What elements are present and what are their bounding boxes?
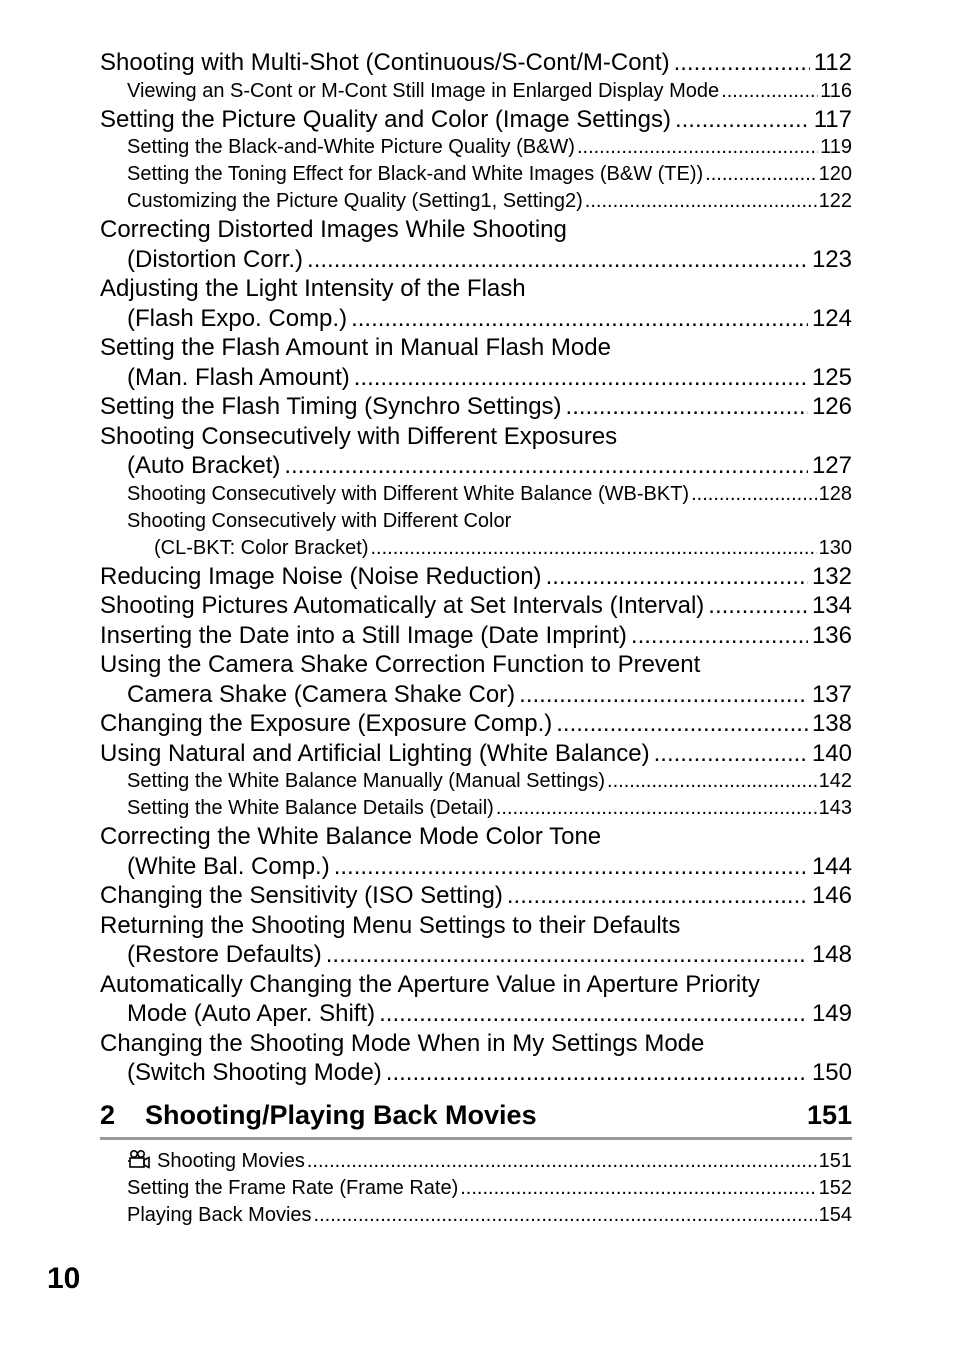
toc-entry-line1: Correcting Distorted Images While Shooting <box>100 216 567 243</box>
toc-entry: (Switch Shooting Mode) ..... 150 <box>100 1058 852 1088</box>
leader-dots <box>371 535 817 562</box>
toc-subentry: Customizing the Picture Quality (Setting1, Setting2) ..... 122 <box>100 188 852 215</box>
toc-entry: Changing the Sensitivity (ISO Setting) ..... 146 <box>100 881 852 911</box>
leader-dots <box>351 304 808 334</box>
toc-entry: (Restore Defaults) ..... 148 <box>100 940 852 970</box>
leader-dots <box>705 161 816 188</box>
leader-dots <box>556 709 808 739</box>
leader-dots <box>577 134 818 161</box>
toc-subentry: Setting the Black-and-White Picture Quality (B&W) ..... 119 <box>100 134 852 161</box>
leader-dots <box>585 188 817 215</box>
movie-camera-icon <box>127 1149 151 1169</box>
leader-dots <box>326 940 808 970</box>
toc-entry: Camera Shake (Camera Shake Cor) ..... 137 <box>100 680 852 710</box>
toc-subentry: Setting the White Balance Details (Detail) ..... 143 <box>100 795 852 822</box>
leader-dots <box>674 48 810 78</box>
leader-dots <box>307 245 808 275</box>
leader-dots <box>334 852 808 882</box>
leader-dots <box>354 363 808 393</box>
toc-entry: Inserting the Date into a Still Image (Date Imprint) ..... 136 <box>100 621 852 651</box>
leader-dots <box>708 591 808 621</box>
toc-subentry: Setting the Frame Rate (Frame Rate) ..... 152 <box>100 1175 852 1202</box>
leader-dots <box>460 1175 816 1202</box>
leader-dots <box>654 739 808 769</box>
page-number: 10 <box>47 1262 81 1295</box>
toc-entry-line1: Returning the Shooting Menu Settings to their Defaults <box>100 911 681 939</box>
toc-entry: Setting the Flash Timing (Synchro Settings) ..... 126 <box>100 392 852 422</box>
toc-entry-line1: Using the Camera Shake Correction Function to Prevent <box>100 651 701 678</box>
toc-entry: Shooting with Multi-Shot (Continuous/S-Cont/M-Cont) ..... 112 <box>100 48 852 78</box>
toc-subentry: Shooting Movies ..... 151 <box>100 1148 852 1175</box>
toc-entry: (Flash Expo. Comp.) ..... 124 <box>100 304 852 334</box>
leader-dots <box>519 680 808 710</box>
toc-subentry: Setting the Toning Effect for Black-and White Images (B&W (TE)) ..... 120 <box>100 161 852 188</box>
leader-dots <box>691 481 817 508</box>
leader-dots <box>507 881 808 911</box>
toc-entry-line1: Shooting Consecutively with Different Exposures <box>100 422 618 450</box>
toc-entry-line1: Automatically Changing the Aperture Value in Aperture Priority <box>100 970 760 998</box>
toc-subentry: (CL-BKT: Color Bracket) ..... 130 <box>100 535 852 562</box>
toc-subentry: Viewing an S-Cont or M-Cont Still Image in Enlarged Display Mode ..... 116 <box>100 78 852 105</box>
leader-dots <box>607 768 817 795</box>
toc-entry: (Distortion Corr.) ..... 123 <box>100 245 852 275</box>
section-heading <box>100 1100 852 1140</box>
leader-dots <box>314 1202 817 1229</box>
toc-entry: Changing the Exposure (Exposure Comp.) ..... 138 <box>100 709 852 739</box>
toc-entry: Shooting Pictures Automatically at Set Intervals (Interval) ..... 134 <box>100 591 852 621</box>
toc-entry: Mode (Auto Aper. Shift) ..... 149 <box>100 999 852 1029</box>
table-of-contents <box>100 48 852 1229</box>
section-items <box>100 1148 852 1229</box>
leader-dots <box>284 451 808 481</box>
toc-entry: (Man. Flash Amount) ..... 125 <box>100 363 852 393</box>
leader-dots <box>546 562 808 592</box>
toc-entry-line1: Correcting the White Balance Mode Color Tone <box>100 823 602 850</box>
toc-subentry: Playing Back Movies ..... 154 <box>100 1202 852 1229</box>
toc-subentry: Setting the White Balance Manually (Manual Settings) ..... 142 <box>100 768 852 795</box>
leader-dots <box>675 105 810 135</box>
leader-dots <box>721 78 818 105</box>
leader-dots <box>496 795 817 822</box>
toc-entry-line1: Changing the Shooting Mode When in My Settings Mode <box>100 1029 705 1057</box>
leader-dots <box>386 1058 808 1088</box>
leader-dots <box>307 1148 817 1175</box>
leader-dots <box>631 621 808 651</box>
toc-entry: Setting the Picture Quality and Color (Image Settings) ..... 117 <box>100 105 852 135</box>
leader-dots <box>379 999 808 1029</box>
toc-entry: Reducing Image Noise (Noise Reduction) ..... 132 <box>100 562 852 592</box>
toc-subentry: Shooting Consecutively with Different White Balance (WB-BKT) ..... 128 <box>100 481 852 508</box>
toc-entry: (White Bal. Comp.) ..... 144 <box>100 852 852 882</box>
section-title: Shooting/Playing Back Movies <box>145 1099 537 1130</box>
toc-entry: (Auto Bracket) ..... 127 <box>100 451 852 481</box>
toc-subentry-line1: Shooting Consecutively with Different Color <box>127 509 512 532</box>
section-number: 2 <box>100 1099 116 1130</box>
toc-entry-line1: Setting the Flash Amount in Manual Flash Mode <box>100 334 611 361</box>
section-page: 151 <box>806 1099 852 1130</box>
leader-dots <box>566 392 808 422</box>
toc-entry: Using Natural and Artificial Lighting (White Balance) ..... 140 <box>100 739 852 769</box>
toc-entry-line1: Adjusting the Light Intensity of the Flash <box>100 275 526 302</box>
